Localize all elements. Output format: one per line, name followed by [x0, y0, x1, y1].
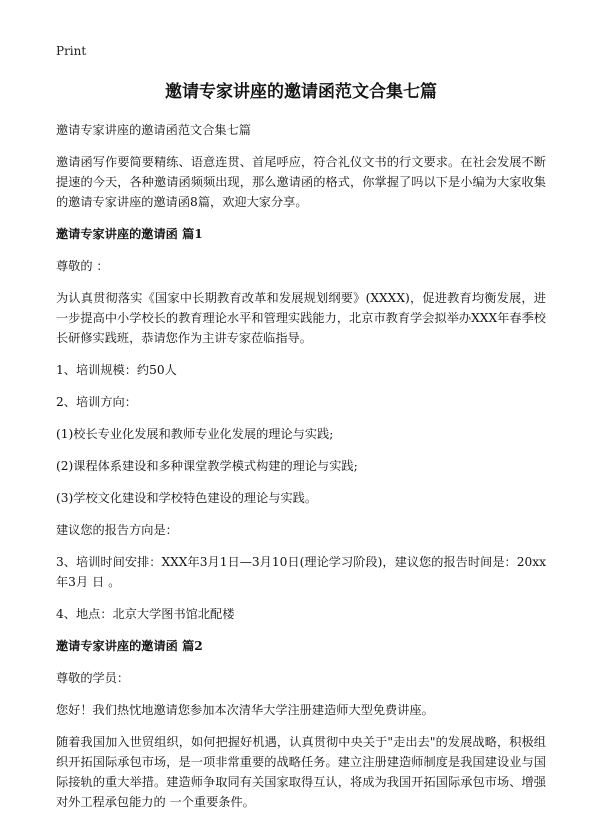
section-paragraph: 1、培训规模：约50人 [56, 363, 177, 377]
section-paragraph: 建议您的报告方向是： [56, 523, 178, 537]
print-link[interactable]: Print [56, 44, 87, 58]
section-paragraph: (3)学校文化建设和学校特色建设的理论与实践。 [56, 491, 318, 505]
section-paragraph: (1)校长专业化发展和教师专业化发展的理论与实践; [56, 427, 334, 441]
section-paragraph: 尊敬的 ： [56, 259, 109, 273]
section-heading: 邀请专家讲座的邀请函 篇2 [56, 639, 203, 653]
section-paragraph: 您好！我们热忱地邀请您参加本次清华大学注册建造师大型免费讲座。 [56, 703, 434, 717]
section-paragraph: 2、培训方向： [56, 395, 137, 409]
intro-paragraph: 邀请函写作要简要精练、语意连贯、首尾呼应，符合礼仪文书的行文要求。在社会发展不断提速的今天，各种邀请函频频出现，那么邀请函的格式，你掌握了吗以下是小编为大家收集的邀请专家讲座的邀请函8篇，欢迎大家分享。 [56, 155, 546, 209]
section-paragraph: 为认真贯彻落实《国家中长期教育改革和发展规划纲要》(XXXX)，促进教育均衡发展，进一步提高中小学校长的教育理论水平和管理实践能力，北京市教育学会拟举办XXX年春季校长研修实践班，恭请您作为主讲专家莅临指导。 [56, 291, 546, 345]
section-heading: 邀请专家讲座的邀请函 篇1 [56, 227, 203, 241]
document-title: 邀请专家讲座的邀请函范文合集七篇 [165, 82, 437, 102]
document-subtitle: 邀请专家讲座的邀请函范文合集七篇 [56, 123, 251, 137]
section-paragraph: 4、地点：北京大学图书馆北配楼 [56, 607, 235, 621]
section-paragraph: (2)课程体系建设和多种课堂教学模式构建的理论与实践; [56, 459, 358, 473]
section-paragraph: 尊敬的学员： [56, 671, 130, 685]
section-paragraph: 随着我国加入世贸组织，如何把握好机遇，认真贯彻中央关于"走出去"的发展战略，积极组织开拓国际承包市场，是一项非常重要的战略任务。建立注册建造师制度是我国建设业与国际接轨的重大举措。建造师争取同有关国家取得互认，将成为我国开拓国际承包市场、增强对外工程承包能力的 一个重要条件。 [56, 735, 546, 809]
document-body [56, 120, 546, 824]
section-paragraph: 3、培训时间安排：XXX年3月1日—3月10日(理论学习阶段)，建议您的报告时间是：20xx年3月 日 。 [56, 555, 546, 589]
